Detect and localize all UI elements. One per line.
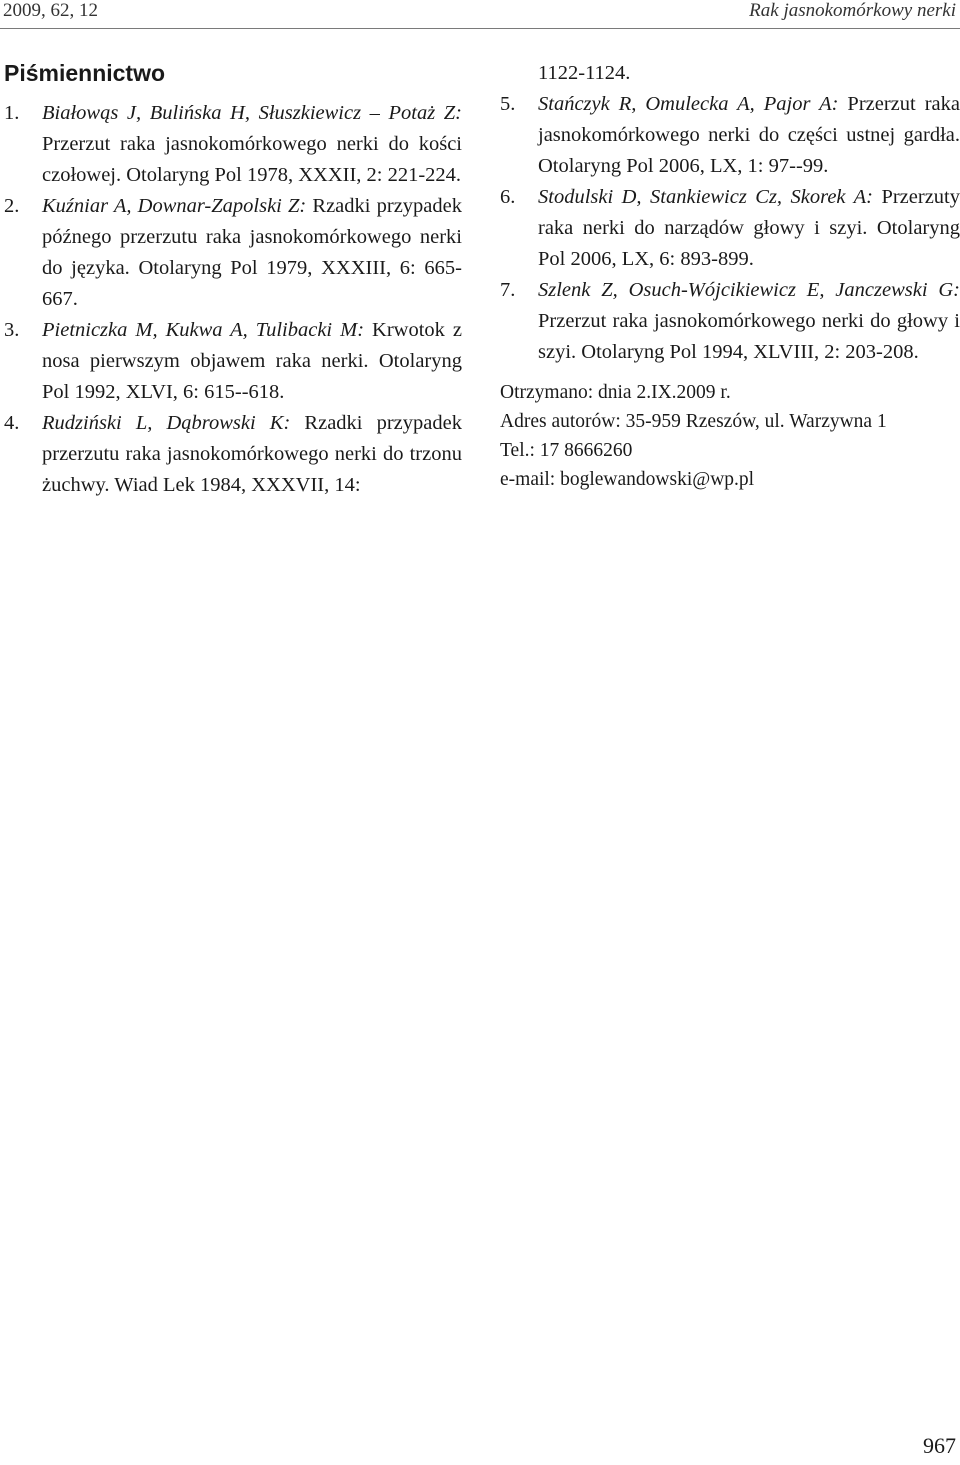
email-address[interactable]: e-mail: boglewandowski@wp.pl: [500, 469, 755, 490]
reference-item: [4, 315, 462, 408]
reference-number: 3.: [4, 319, 20, 341]
reference-authors: Stańczyk R, Omulecka A, Pajor A:: [538, 93, 839, 115]
right-column: [500, 58, 960, 494]
reference-authors: Szlenk Z, Osuch-Wójcikiewicz E, Janczewski G:: [538, 279, 960, 301]
reference-authors: Kuźniar A, Downar-Zapolski Z:: [42, 195, 307, 217]
received-date: Otrzymano: dnia 2.IX.2009 r.: [500, 382, 731, 403]
reference-text: Krwotok z nosa pierwszym objawem raka nerki. Otolaryng Pol 1992, XLVI, 6: 615--618.: [42, 319, 462, 403]
reference-authors: Stodulski D, Stankiewicz Cz, Skorek A:: [538, 186, 873, 208]
reference-item: [500, 275, 960, 368]
reference-item: [4, 191, 462, 315]
section-title: Piśmiennictwo: [4, 60, 166, 86]
reference-item: [500, 182, 960, 275]
reference-item: [500, 89, 960, 182]
reference-number: 7.: [500, 279, 516, 301]
reference-text: Przerzut raka jasnokomórkowego nerki do kości czołowej. Otolaryng Pol 1978, XXXII, 2: 221-224.: [42, 133, 462, 186]
reference-text: Przerzut raka jasnokomórkowego nerki do części ustnej gardła. Otolaryng Pol 2006, LX, 1: 97--99.: [538, 93, 960, 177]
reference-number: 2.: [4, 195, 20, 217]
running-title: Rak jasnokomórkowy nerki: [749, 0, 956, 21]
reference-number: 1.: [4, 102, 20, 124]
reference-authors: Pietniczka M, Kukwa A, Tulibacki M:: [42, 319, 365, 341]
phone-number: Tel.: 17 8666260: [500, 440, 633, 461]
author-address: Adres autorów: 35-959 Rzeszów, ul. Warzywna 1: [500, 411, 887, 432]
reference-number: 5.: [500, 93, 516, 115]
header-rule: [0, 28, 960, 29]
reference-text: Przerzuty raka nerki do narządów głowy i szyi. Otolaryng Pol 2006, LX, 6: 893-899.: [538, 186, 960, 270]
page-number: 967: [923, 1433, 956, 1458]
reference-item: [4, 408, 462, 501]
reference-text: Rzadki przypadek przerzutu raka jasnokomórkowego nerki do trzonu żuchwy. Wiad Lek 1984, XXXVII, 14:: [42, 412, 462, 496]
reference-authors: Rudziński L, Dąbrowski K:: [42, 412, 291, 434]
reference-authors: Białowąs J, Bulińska H, Słuszkiewicz – Potaż Z:: [42, 102, 462, 124]
reference-number: 6.: [500, 186, 516, 208]
journal-citation: 2009, 62, 12: [3, 0, 98, 21]
running-header: [0, 0, 960, 28]
reference-number: 4.: [4, 412, 20, 434]
reference-text: Przerzut raka jasnokomórkowego nerki do głowy i szyi. Otolaryng Pol 1994, XLVIII, 2: 203-208.: [538, 310, 960, 363]
reference-item: [4, 98, 462, 191]
reference-continuation: 1122-1124.: [538, 62, 631, 84]
left-column: [4, 55, 462, 501]
article-metadata: [500, 378, 960, 494]
reference-text: Rzadki przypadek późnego przerzutu raka jasnokomórkowego nerki do języka. Otolaryng Pol 1979, XXXIII, 6: 665-667.: [42, 195, 462, 310]
